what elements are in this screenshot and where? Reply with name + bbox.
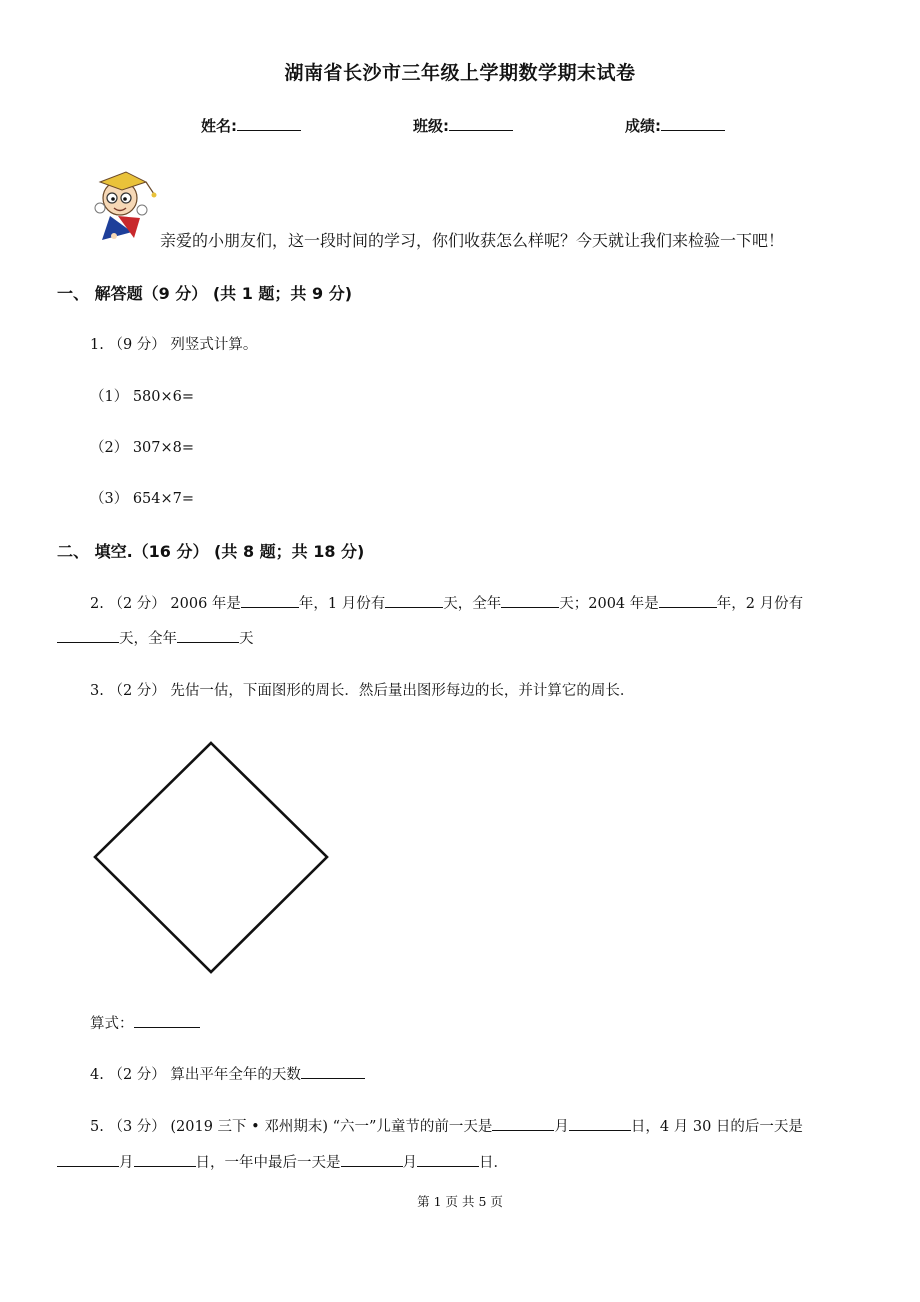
question-5-text-2: 月 [554, 1119, 569, 1135]
page-footer: 第 1 页 共 5 页 [417, 1194, 503, 1209]
answer-blank[interactable] [134, 1152, 196, 1167]
answer-blank[interactable] [57, 628, 119, 643]
question-5-text-6: 月 [402, 1155, 417, 1171]
section-1-heading: 一、 解答题（9 分） (共 1 题；共 9 分) [57, 284, 353, 303]
name-field [201, 115, 301, 136]
answer-blank[interactable] [492, 1116, 554, 1131]
greeting-text: 亲爱的小朋友们，这一段时间的学习，你们收获怎么样呢？今天就让我们来检验一下吧！ [160, 231, 785, 250]
question-1-item-1: （1） 580×6= [90, 389, 195, 405]
name-label: 姓名: [201, 117, 237, 135]
answer-blank[interactable] [301, 1064, 365, 1079]
section-2-heading: 二、 填空.（16 分） (共 8 题；共 18 分) [57, 542, 365, 561]
question-3-formula [90, 1012, 200, 1033]
question-2-text-5: 年，2 月份有 [716, 596, 804, 612]
answer-blank[interactable] [501, 593, 559, 608]
answer-blank[interactable] [659, 593, 717, 608]
answer-blank[interactable] [177, 628, 239, 643]
question-2-text-1: 2. （2 分） 2006 年是 [90, 596, 241, 612]
question-3-stem: 3. （2 分） 先估一估，下面图形的周长．然后量出图形每边的长，并计算它的周长． [90, 683, 635, 699]
question-5-line-1 [90, 1115, 803, 1136]
question-4-stem: 4. （2 分） 算出平年全年的天数 [90, 1067, 301, 1083]
question-5-line-2 [57, 1151, 508, 1172]
score-field [625, 115, 725, 136]
question-2-text-4: 天；2004 年是 [559, 596, 659, 612]
answer-blank[interactable] [385, 593, 443, 608]
question-2-text-3: 天，全年 [443, 596, 502, 612]
formula-label: 算式： [90, 1016, 134, 1032]
question-5-text-4: 月 [119, 1155, 134, 1171]
question-2-line-2 [57, 627, 254, 648]
class-blank[interactable] [449, 116, 513, 131]
name-blank[interactable] [237, 116, 301, 131]
question-2-text-2: 年，1 月份有 [298, 596, 386, 612]
class-label: 班级: [413, 117, 449, 135]
page-title: 湖南省长沙市三年级上学期数学期末试卷 [284, 62, 636, 84]
score-blank[interactable] [661, 116, 725, 131]
answer-blank[interactable] [57, 1152, 119, 1167]
question-2-line-1 [90, 592, 803, 613]
diamond-figure [88, 736, 334, 980]
question-1-item-2: （2） 307×8= [90, 440, 195, 456]
answer-blank[interactable] [569, 1116, 631, 1131]
score-label: 成绩: [625, 117, 661, 135]
question-5-text-3: 日，4 月 30 日的后一天是 [630, 1119, 803, 1135]
question-5-text-1: 5. （3 分） (2019 三下 • 邓州期末) “六一”儿童节的前一天是 [90, 1119, 493, 1135]
question-1-item-3: （3） 654×7= [90, 491, 195, 507]
question-4 [90, 1063, 365, 1084]
class-field [413, 115, 513, 136]
question-2-text-7: 天 [239, 631, 254, 647]
question-5-text-5: 日，一年中最后一天是 [195, 1155, 341, 1171]
answer-blank[interactable] [341, 1152, 403, 1167]
answer-blank[interactable] [417, 1152, 479, 1167]
question-2-text-6: 天，全年 [119, 631, 177, 647]
mascot-illustration [88, 168, 168, 246]
answer-blank[interactable] [241, 593, 299, 608]
question-5-text-7: 日． [479, 1155, 508, 1171]
question-1-stem: 1. （9 分） 列竖式计算。 [90, 337, 258, 353]
answer-blank[interactable] [134, 1013, 200, 1028]
